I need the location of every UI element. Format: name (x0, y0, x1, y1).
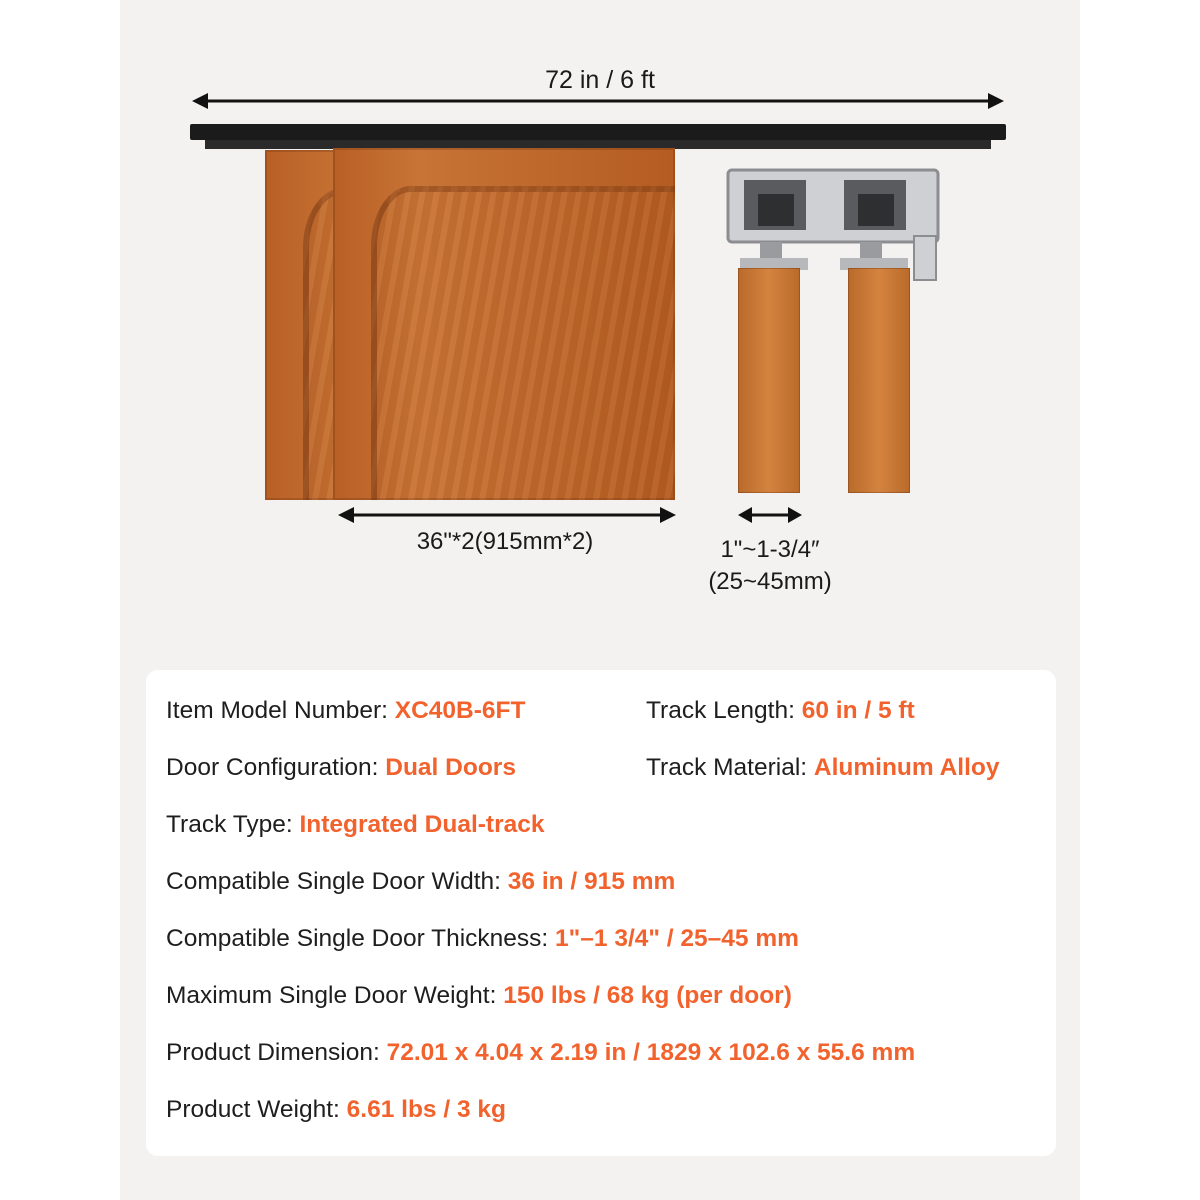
thickness-label-line2: (25~45mm) (708, 568, 832, 595)
track-total-arrow (190, 90, 1006, 112)
spec-product-dimension: Product Dimension: 72.01 x 4.04 x 2.19 in / 1829 x 102.6 x 55.6 mm (166, 1039, 916, 1066)
spec-door-weight: Maximum Single Door Weight: 150 lbs / 68 kg (per door) (166, 982, 792, 1009)
track-total-label: 72 in / 6 ft (545, 66, 655, 94)
door-width-arrow (336, 504, 678, 526)
spec-track-type: Track Type: Integrated Dual-track (166, 811, 545, 838)
spec-door-width: Compatible Single Door Width: 36 in / 915 mm (166, 868, 676, 895)
door-front (333, 148, 675, 500)
door-edge-left (738, 268, 800, 493)
spec-track-length: Track Length: 60 in / 5 ft (646, 697, 915, 724)
door-front-panel (371, 186, 675, 500)
specs-card (146, 670, 1056, 1156)
thickness-arrow (736, 504, 804, 526)
door-width-label: 36"*2(915mm*2) (416, 528, 594, 555)
door-edge-right (848, 268, 910, 493)
spec-door-thickness: Compatible Single Door Thickness: 1"–1 3/4" / 25–45 mm (166, 925, 799, 952)
sliding-track (190, 124, 1006, 140)
spec-product-weight: Product Weight: 6.61 lbs / 3 kg (166, 1096, 507, 1123)
thickness-label-line1: 1"~1-3/4″ (720, 536, 820, 563)
spec-model-number: Item Model Number: XC40B-6FT (166, 697, 526, 724)
spec-door-configuration: Door Configuration: Dual Doors (166, 754, 516, 781)
spec-track-material: Track Material: Aluminum Alloy (646, 754, 1000, 781)
